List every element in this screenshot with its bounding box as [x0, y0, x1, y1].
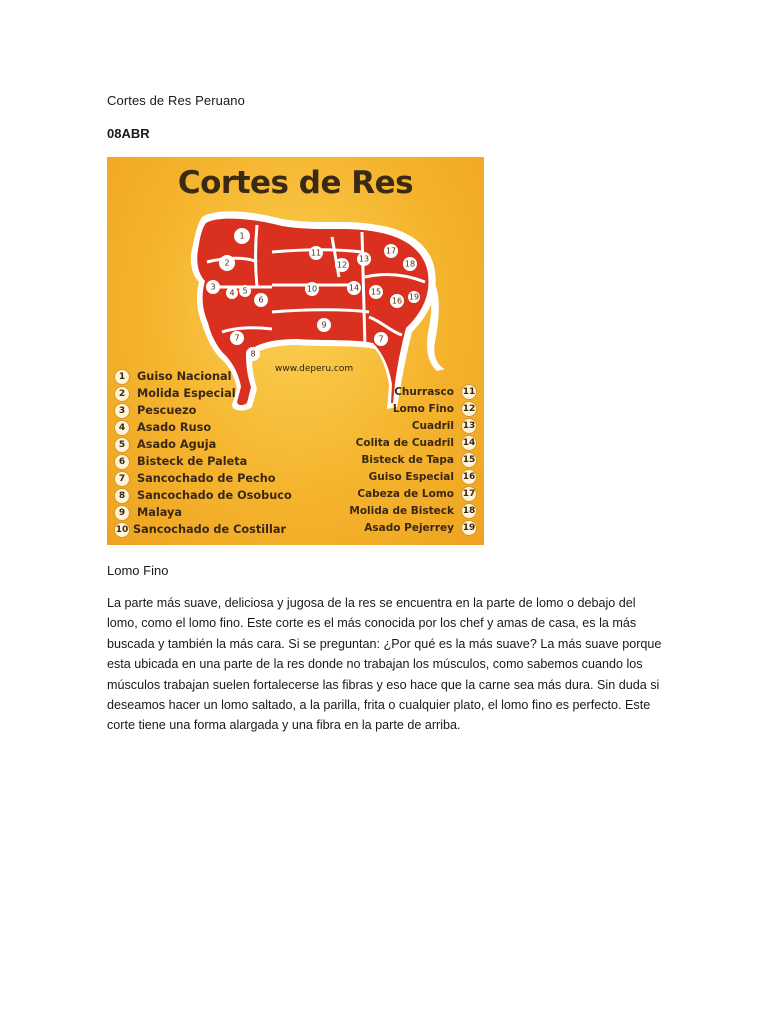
cut-label-8: 8: [250, 349, 256, 359]
legend-item: [115, 487, 315, 504]
legend-label: Sancochado de Costillar: [133, 523, 287, 536]
cut-label-11: 11: [310, 248, 322, 258]
legend-label: Sancochado de Osobuco: [137, 489, 292, 502]
legend-label: Guiso Nacional: [137, 370, 232, 383]
legend-number: 18: [462, 505, 476, 516]
cut-label-16: 16: [391, 296, 403, 306]
legend-label: Colita de Cuadril: [355, 436, 454, 449]
legend-item: [115, 453, 315, 470]
cut-label-12: 12: [336, 260, 348, 270]
legend-item: [306, 502, 476, 519]
legend-number: 8: [115, 489, 129, 503]
cut-label-18: 18: [404, 259, 416, 269]
cut-label-15: 15: [370, 287, 382, 297]
cut-label-2: 2: [224, 258, 230, 268]
cut-label-4: 4: [229, 288, 235, 298]
legend-item: [306, 417, 476, 434]
legend-item: [115, 436, 315, 453]
cut-label-7: 7: [234, 333, 240, 343]
legend-number: 11: [462, 386, 476, 397]
legend-label: Asado Pejerrey: [364, 521, 454, 534]
cut-label-3: 3: [210, 282, 216, 292]
legend-item: [115, 521, 315, 538]
cut-label-17: 17: [385, 246, 397, 256]
legend-item: [306, 485, 476, 502]
legend-item: [306, 383, 476, 400]
beef-cuts-diagram: [107, 157, 484, 545]
document-title: Cortes de Res Peruano: [107, 93, 245, 108]
legend-left: [115, 368, 315, 538]
legend-item: [306, 434, 476, 451]
legend-number: 7: [115, 472, 129, 486]
legend-number: 3: [115, 404, 129, 418]
diagram-watermark: www.deperu.com: [275, 364, 354, 374]
legend-item: [115, 419, 315, 436]
cut-label-1: 1: [239, 231, 245, 241]
diagram-title: Cortes de Res: [177, 165, 414, 201]
legend-item: [306, 519, 476, 536]
legend-label: Cuadril: [411, 419, 454, 432]
legend-number: 6: [115, 455, 129, 469]
legend-item: [306, 468, 476, 485]
legend-item: [115, 402, 315, 419]
legend-label: Molida Especial: [137, 387, 236, 400]
post-date: 08ABR: [107, 126, 150, 141]
cut-label-14: 14: [348, 283, 360, 293]
legend-number: 4: [115, 421, 129, 435]
cut-label-5: 5: [242, 286, 248, 296]
cut-label-9: 9: [321, 320, 327, 330]
legend-item: [306, 400, 476, 417]
cut-label-13: 13: [358, 254, 370, 264]
legend-number: 16: [462, 471, 476, 482]
legend-label: Cabeza de Lomo: [357, 487, 454, 500]
legend-number: 19: [462, 522, 476, 533]
legend-label: Bisteck de Tapa: [361, 453, 454, 466]
legend-number: 13: [462, 420, 476, 431]
legend-label: Churrasco: [394, 385, 454, 398]
body-paragraph: La parte más suave, deliciosa y jugosa de la res se encuentra en la parte de lomo o debajo del lomo, como el lomo fino. Este corte es el más conocida por los chef y amas de casa, es la más buscada y también la más cara. Si se preguntan: ¿Por qué es la más suave? La más suave porque esta ubicada en una parte de la res donde no trabajan los músculos, como sabemos cuando los músculos trabajan suelen fortalecerse las fibras y eso hace que la carne sea más dura. Sin duda si deseamos hacer un lomo saltado, a la parilla, frita o cualquier plato, el lomo fino es perfecto. Este corte tiene una forma alargada y una fibra en la parte de arriba.: [107, 596, 662, 733]
legend-label: Pescuezo: [137, 404, 197, 417]
legend-number: 15: [462, 454, 476, 465]
legend-label: Lomo Fino: [392, 402, 454, 415]
legend-item: [115, 385, 315, 402]
legend-label: Asado Aguja: [137, 438, 217, 451]
cut-label-7b: 7: [378, 334, 384, 344]
legend-label: Bisteck de Paleta: [137, 455, 248, 468]
legend-label: Sancochado de Pecho: [137, 472, 276, 485]
legend-number: 10: [115, 524, 129, 535]
section-heading: Lomo Fino: [107, 563, 169, 578]
cut-label-19: 19: [408, 292, 420, 302]
legend-number: 2: [115, 387, 129, 401]
legend-label: Malaya: [137, 506, 182, 519]
legend-number: 12: [462, 403, 476, 414]
legend-number: 14: [462, 437, 476, 448]
legend-right: [306, 383, 476, 536]
legend-label: Asado Ruso: [137, 421, 212, 434]
legend-number: 1: [115, 370, 129, 384]
legend-number: 9: [115, 506, 129, 520]
legend-number: 17: [462, 488, 476, 499]
legend-item: [115, 470, 315, 487]
legend-label: Molida de Bisteck: [349, 504, 454, 517]
legend-item: [115, 368, 315, 385]
legend-item: [115, 504, 315, 521]
legend-label: Guiso Especial: [368, 470, 454, 483]
cut-label-6: 6: [258, 295, 264, 305]
cut-label-10: 10: [306, 284, 318, 294]
legend-number: 5: [115, 438, 129, 452]
legend-item: [306, 451, 476, 468]
